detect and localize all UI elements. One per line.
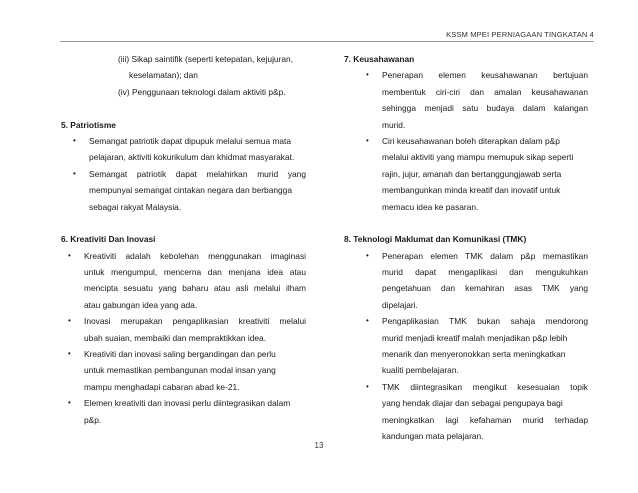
page-header: KSSM MPEI PERNIAGAAN TINGKATAN 4	[446, 30, 594, 39]
bullet-item	[61, 313, 306, 346]
text-line: mampu menghadapi cabaran abad ke-21.	[84, 381, 240, 392]
text-line: memacu idea ke pasaran.	[382, 201, 479, 212]
text-line: Semangat patriotik dapat dipupuk melalui semua mata	[89, 135, 292, 146]
text-line: sehingga menjadi satu budaya dalam kalangan	[382, 103, 588, 114]
page-number: 13	[314, 441, 324, 450]
text-line: membentuk ciri-ciri dan amalan keusahawanan	[382, 86, 588, 97]
text-line: meningkatkan lagi kefahaman murid terhadap	[382, 414, 588, 425]
bullet-item	[344, 133, 589, 215]
text-line: Penerapan elemen TMK dalam p&p memastikan	[382, 250, 588, 261]
bullet-icon: •	[366, 70, 369, 80]
text-line: mempunyai semangat cintakan negara dan berbangga	[89, 185, 292, 196]
bullet-icon: •	[68, 398, 71, 408]
text-line: Penerapan elemen keusahawanan bertujuan	[382, 70, 588, 81]
text-line: TMK diintegrasikan mengikut kesesuaian topik	[382, 381, 588, 392]
list-item-iii-cont: keselamatan); dan	[129, 70, 198, 81]
text-line: p&p.	[84, 414, 102, 425]
bullet-item	[61, 133, 306, 166]
text-line: Semangat patriotik dapat melahirkan murid yang	[89, 168, 306, 179]
bullet-icon: •	[366, 135, 369, 145]
text-line: untuk mengumpul, mencerna dan menjana idea atau	[84, 267, 306, 278]
text-line: sebagai rakyat Malaysia.	[89, 201, 182, 212]
bullet-icon: •	[73, 168, 76, 178]
text-line: Inovasi merupakan pengaplikasian kreativiti melalui	[84, 316, 306, 327]
bullet-icon: •	[366, 381, 369, 391]
bullet-icon: •	[68, 349, 71, 359]
left-column	[61, 51, 306, 428]
list-item-iv: (iv) Penggunaan teknologi dalam aktiviti p&p.	[118, 86, 286, 97]
bullet-item	[344, 313, 589, 379]
bullet-item	[344, 379, 589, 445]
section-heading-patriotisme: 5. Patriotisme	[61, 119, 116, 130]
text-line: melalui aktiviti yang mampu memupuk sikap seperti	[382, 152, 574, 163]
text-line: Kreativiti adalah kebolehan menggunakan imaginasi	[84, 250, 306, 261]
text-line: murid menjadi kreatif malah menjadikan p&p lebih	[382, 332, 568, 343]
text-line: kualiti pembelajaran.	[382, 365, 459, 376]
header-rule	[60, 41, 594, 42]
text-line: rajin, jujur, amanah dan bertanggungjawab serta	[382, 168, 562, 179]
text-line: mencipta sesuatu yang baharu atau asli melalui ilham	[84, 283, 306, 294]
text-line: atau gabungan idea yang ada.	[84, 299, 198, 310]
bullet-icon: •	[68, 316, 71, 326]
bullet-item	[61, 395, 306, 428]
bullet-icon: •	[68, 250, 71, 260]
bullet-item	[61, 346, 306, 395]
bullet-icon: •	[366, 250, 369, 260]
text-line: Ciri keusahawanan boleh diterapkan dalam p&p	[382, 135, 560, 146]
bullet-item	[344, 248, 589, 314]
section-heading-keusahawanan: 7. Keusahawanan	[344, 54, 415, 64]
text-line: murid.	[382, 119, 406, 130]
bullet-item	[344, 67, 589, 133]
bullet-icon: •	[73, 135, 76, 145]
list-item-iii: (iii) Sikap saintifik (seperti ketepatan, kejujuran,	[118, 54, 294, 64]
text-line: kandungan mata pelajaran.	[382, 430, 484, 441]
section-heading-kreativiti: 6. Kreativiti Dan Inovasi	[61, 234, 156, 245]
text-line: menarik dan menyeronokkan serta meningkatkan	[382, 349, 566, 360]
bullet-item	[61, 248, 306, 314]
text-line: Elemen kreativiti dan inovasi perlu diintegrasikan dalam	[84, 398, 291, 409]
text-line: untuk memastikan pembangunan modal insan yang	[84, 365, 276, 376]
bullet-item	[61, 166, 306, 215]
text-line: yang hendak diajar dan sebagai pengupaya bagi	[382, 398, 563, 409]
text-line: ubah suaian, membaiki dan mempraktikkan idea.	[84, 332, 267, 343]
text-line: pengetahuan dan kemahiran asas TMK yang	[382, 283, 588, 294]
text-line: dipelajari.	[382, 299, 418, 310]
text-line: pelajaran, aktiviti kokurikulum dan khidmat masyarakat.	[89, 152, 295, 163]
text-line: Pengaplikasian TMK bukan sahaja mendorong	[382, 316, 588, 327]
right-column	[344, 51, 589, 444]
bullet-icon: •	[366, 316, 369, 326]
text-line: Kreativiti dan inovasi saling bergandingan dan perlu	[84, 349, 276, 360]
text-line: murid dapat mengaplikasi dan mengukuhkan	[382, 267, 588, 278]
text-line: membangunkan minda kreatif dan inovatif untuk	[382, 185, 561, 196]
section-heading-tmk: 8. Teknologi Maklumat dan Komunikasi (TMK)	[344, 234, 527, 245]
